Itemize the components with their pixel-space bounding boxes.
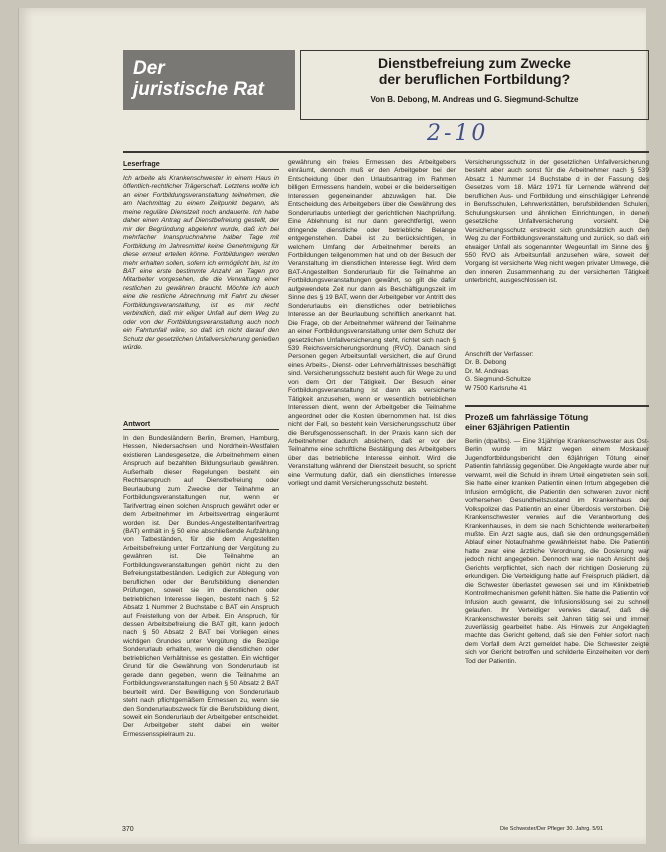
prozess-title-line-2: einer 63jährigen Patientin <box>465 422 570 432</box>
title-line-1: Dienstbefreiung zum Zwecke <box>378 55 571 71</box>
journal-footer: Die Schwester/Der Pfleger 30. Jahrg. 5/91 <box>500 826 604 832</box>
author-address <box>465 351 649 401</box>
address-line: Dr. B. Debong <box>465 359 507 367</box>
handwritten-note: 2-10 <box>427 121 489 146</box>
antwort-heading: Antwort <box>123 419 151 428</box>
header-divider <box>123 151 649 153</box>
authors: Von B. Debong, M. Andreas und G. Siegmund-Schultze <box>370 95 579 104</box>
title-line-2: der beruflichen Fortbildung? <box>378 71 571 87</box>
address-line: G. Siegmund-Schultze <box>465 376 531 384</box>
leserfrage-rule <box>123 169 279 170</box>
journal-page <box>18 8 649 844</box>
article-title <box>309 55 640 87</box>
prozess-title <box>465 412 649 432</box>
antwort-column-1: In den Bundesländern Berlin, Bremen, Hamburg, Hessen, Niedersachsen und Nordrhein-Westfalen existieren Landesgesetze, die Arbeitnehmern einen Anspruch auf bezahlten Bildungsurlaub gewähren. Außerhalb dieser Regelungen besteht ein Rechtsanspruch auf Dienstbefreiung oder Beurlaubung zum Zwecke der Teilnahme an Fortbildungsveranstaltungen nur, wenn er Tarifvertrag einen solchen Anspruch gewährt oder er dem Arbeitnehmer im Arbeitsvertrag eingeräumt worden ist. Der Bundes-Angestelltentarifvertrag (BAT) enthält in § 50 eine abschließende Aufzählung von Tatbeständen, für die dem Angestellten Arbeitsbefreiung unter Fortzahlung der Vergütung zu gewähren ist. Die Teilnahme an Fortbildungsveranstaltungen gehört nicht zu den Befreiungstatbeständen. Lediglich zur Ablegung von beruflichen oder der Berufsbildung dienenden Prüfungen, soweit sie im dienstlichen oder betrieblichen Interesse liegen, besteht nach § 52 Absatz 1 Nummer 2 Buchstabe c BAT ein Anspruch auf Freistellung von der Arbeit. Ein Anspruch, für dessen Arbeitsbefreiung die BAT gilt, kann jedoch nach § 50 Absatz 2 BAT bei Vorliegen eines wichtigen Grundes unter Vergütung die Bezüge Sonderurlaub erhalten, wenn die dienstlichen oder betrieblichen Verhältnisse es gestatten. Ein wichtiger Grund für die Gewährung von Sonderurlaub ist gerade dann gegeben, wenn die Teilnahme an Fortbildungsveranstaltungen nach § 50 Absatz 2 BAT beurteilt wird. Der Bewilligung von Sonderurlaub steht nach pflichtgemäßem Ermessen zu, wenn sie den Sonderurlaubszweck für die Berufsbildung dient, soweit ein Sonderurlaub der Arbeitgeber entscheidet. Der Arbeitgeber steht dabei ein weiter Ermessensspielraum zu. <box>123 435 279 738</box>
prozess-text: Berlin (dpa/lbs). — Eine 31jährige Krankenschwester aus Ost-Berlin wurde im März wegen einem Moskauer Jugendfortbildungsbericht den 63jährigen Tötung einer Patientin fahrlässig gegenüber. Die Angeklagte wurde aber nur verwarnt, weil die Schuld in ihrem Urteil eingetreten sein soll. Sie hatte einer kranken Patientin einen Irrtum abgegeben die Infusion ermöglicht, die Patientin den schweren zuvor nicht vorhersehen Gesundheitszustand im Krankenhaus der Volkspolizei das Patientin an einer Überdosis verstorben. Die Krankenschwester verwies auf die Verantwortung des Krankenhauses, in dem sie nach Schichtende weiterarbeiten mußte. Ein Arzt sagte aus, daß sie den ordnungsgemäßen Ablauf einer Notaufnahme gewährleistet habe. Die Patientin hatte zwar eine ärztliche Verordnung, die Dosierung war jedoch nicht angegeben. Dennoch war sie nach Ansicht des Gerichts verpflichtet, sich nach der richtigen Dosierung zu erkundigen. Die Verteidigung hatte auf Freispruch plädiert, da die Schwester überlastet gewesen sei und im Klinikbetrieb Kontrollmechanismen gefehlt hätten. Sie hatte die Patientin vor Infusion auch gewarnt, die Infusionslösung sei zu schnell gelaufen. Ihr Verteidiger verwies darauf, daß die Krankenschwester bereits seit Jahren tätig sei und immer zuverlässig gearbeitet habe. Als Hinweis zur Angeklagten machte das Gericht geltend, daß sie den Fehler sofort nach dem Vorfall dem Arzt gemeldet habe. Die Schwester zeigte sich vor Gericht betroffen und schilderte Einzelheiten vor dem Tod der Patientin. <box>465 438 649 665</box>
antwort-column-3: Versicherungsschutz in der gesetzlichen Unfallversicherung besteht aber auch sonst für die Arbeitnehmer nach § 539 Absatz 1 Nummer 14 Buchstabe d in der Fassung des Gesetzes vom 18. März 1971 für Lernende während der beruflichen Aus- und Fortbildung und einschlägiger Lehrende in Berufsschulen, Lehrwerkstätten, berufsbildenden Schulen, Schulungskursen und ähnlichen Einrichtungen, in denen gesetzliche Unfallversicherung vorsieht. Die Versicherungsschutz erstreckt sich grundsätzlich auch den Weg zu der Fortbildungsveranstaltung und zurück, so daß ein etwaiger Unfall als sogenannter Wegeunfall im Sinne des § 550 RVO als Arbeitsunfall anzusehen wäre, soweit der Vorgang ist versicherte Weg nicht wegen privater Umwege, die den inneren Zusammenhang zu der versicherten Tätigkeit unterbricht, ausgeschlossen ist. <box>465 159 649 285</box>
antwort-column-2: gewährung ein freies Ermessen des Arbeitgebers einräumt, dennoch muß er den Arbeitgeber bei der Entscheidung über den Urlaubsantrag im Rahmen billigen Ermessens handeln, wobei er die beiderseitigen Interessen gegeneinander abzuwägen hat. Die Entscheidung des Arbeitgebers über die Gewährung des Sonderurlaubs unterliegt der gerichtlichen Nachprüfung. Eine Ablehnung ist nur dann gerechtfertigt, wenn dringende dienstliche oder betriebliche Belange entgegenstehen. Dabei ist zu berücksichtigen, in welchem Umfang der Arbeitnehmer bereits an Fortbildungen teilgenommen hat und ob der Besuch der Veranstaltung im dienstlichen Interesse liegt. Wird dem BAT-Angestellten Sonderurlaub für die Teilnahme an Fortbildungsveranstaltungen gewährt, so gilt die dafür aufgewendete Zeit nur dann als Beschäftigungszeit im Sinne des § 19 BAT, wenn der Arbeitgeber vor Antritt des Sonderurlaubs ein dienstliches oder betriebliches Interesse an der Beurlaubung schriftlich anerkannt hat. Die Frage, ob der Arbeitnehmer während der Teilnahme an einer Fortbildungsveranstaltung unter dem Schutz der gesetzlichen Unfallversicherung steht, richtet sich nach § 539 Reichsversicherungsordnung (RVO). Danach sind Personen gegen Arbeitsunfall versichert, die auf Grund eines Arbeits-, Dienst- oder Lehrverhältnisses beschäftigt sind. Versicherungsschutz besteht auch für Wege zu und von dem Ort der Tätigkeit. Der Besuch einer Fortbildungsveranstaltung ist dann als versicherte Tätigkeit anzusehen, wenn er wesentlich betrieblichen Interessen dient, wenn der Arbeitgeber die Teilnahme angeordnet oder die Kosten übernommen hat. Ist dies nicht der Fall, so besteht kein Versicherungsschutz über die Berufsgenossenschaft. In der Praxis kann sich der Arbeitnehmer dadurch absichern, daß er vor der Teilnahme eine schriftliche Bestätigung des Arbeitgebers über das betriebliche Interesse einholt. Wird die Veranstaltung während der Dienstzeit besucht, so spricht eine Vermutung dafür, daß ein dienstliches Interesse vorliegt und damit Versicherungsschutz besteht. <box>288 159 456 488</box>
rubric-line-2: juristische Rat <box>133 79 264 100</box>
address-line: W 7500 Karlsruhe 41 <box>465 384 527 392</box>
leserfrage-text: Ich arbeite als Krankenschwester in einem Haus in öffentlich-rechtlicher Trägerschaft. Letztens wollte ich an einer Fortbildungsveranstaltung teilnehmen, die am Nachmittag zu einem Zeitpunkt begann, als meine reguläre Dienstzeit noch andauerte. Ich habe daher einen Antrag auf Dienstbefreiung gestellt, der mir der Begründung abgelehnt wurde, daß ich bei mehrfacher Inanspruchnahme halber Tage mit Fortbildung im Jahresmittel keine Genehmigung für diese erneut erteilen könne. Fortbildungen werden mehr erhalten sollen, sofern ich ermöglicht bin, ist im BAT eine erste bestimmte Anzahl an Tagen pro Mitarbeiter vorgesehen, die die Verwaltung einer restlichen zu gewähren braucht. Möchte ich auch eine die restliche Abrechnung mit Fahrt zu dieser Fortbildungsveranstaltung, ist es mir recht verbindlich, daß mir eiliger Unfall auf dem Weg zu oder von der Fortbildungsveranstaltung auch noch ein Fahrtunfall wäre, so daß ich nicht darauf den Schutz der gesetzlichen Unfallversicherung genießen würde. <box>123 175 279 352</box>
prozess-title-line-1: Prozeß um fahrlässige Tötung <box>465 412 589 422</box>
article-title-box <box>300 50 649 120</box>
page-number: 370 <box>122 826 134 833</box>
rubric-line-1: Der <box>133 58 165 79</box>
leserfrage-heading: Leserfrage <box>123 159 160 168</box>
rubric-box <box>123 50 295 110</box>
antwort-rule <box>123 429 279 430</box>
prozess-divider <box>465 405 649 407</box>
address-heading: Anschrift der Verfasser: <box>465 351 534 358</box>
address-line: Dr. M. Andreas <box>465 367 509 375</box>
